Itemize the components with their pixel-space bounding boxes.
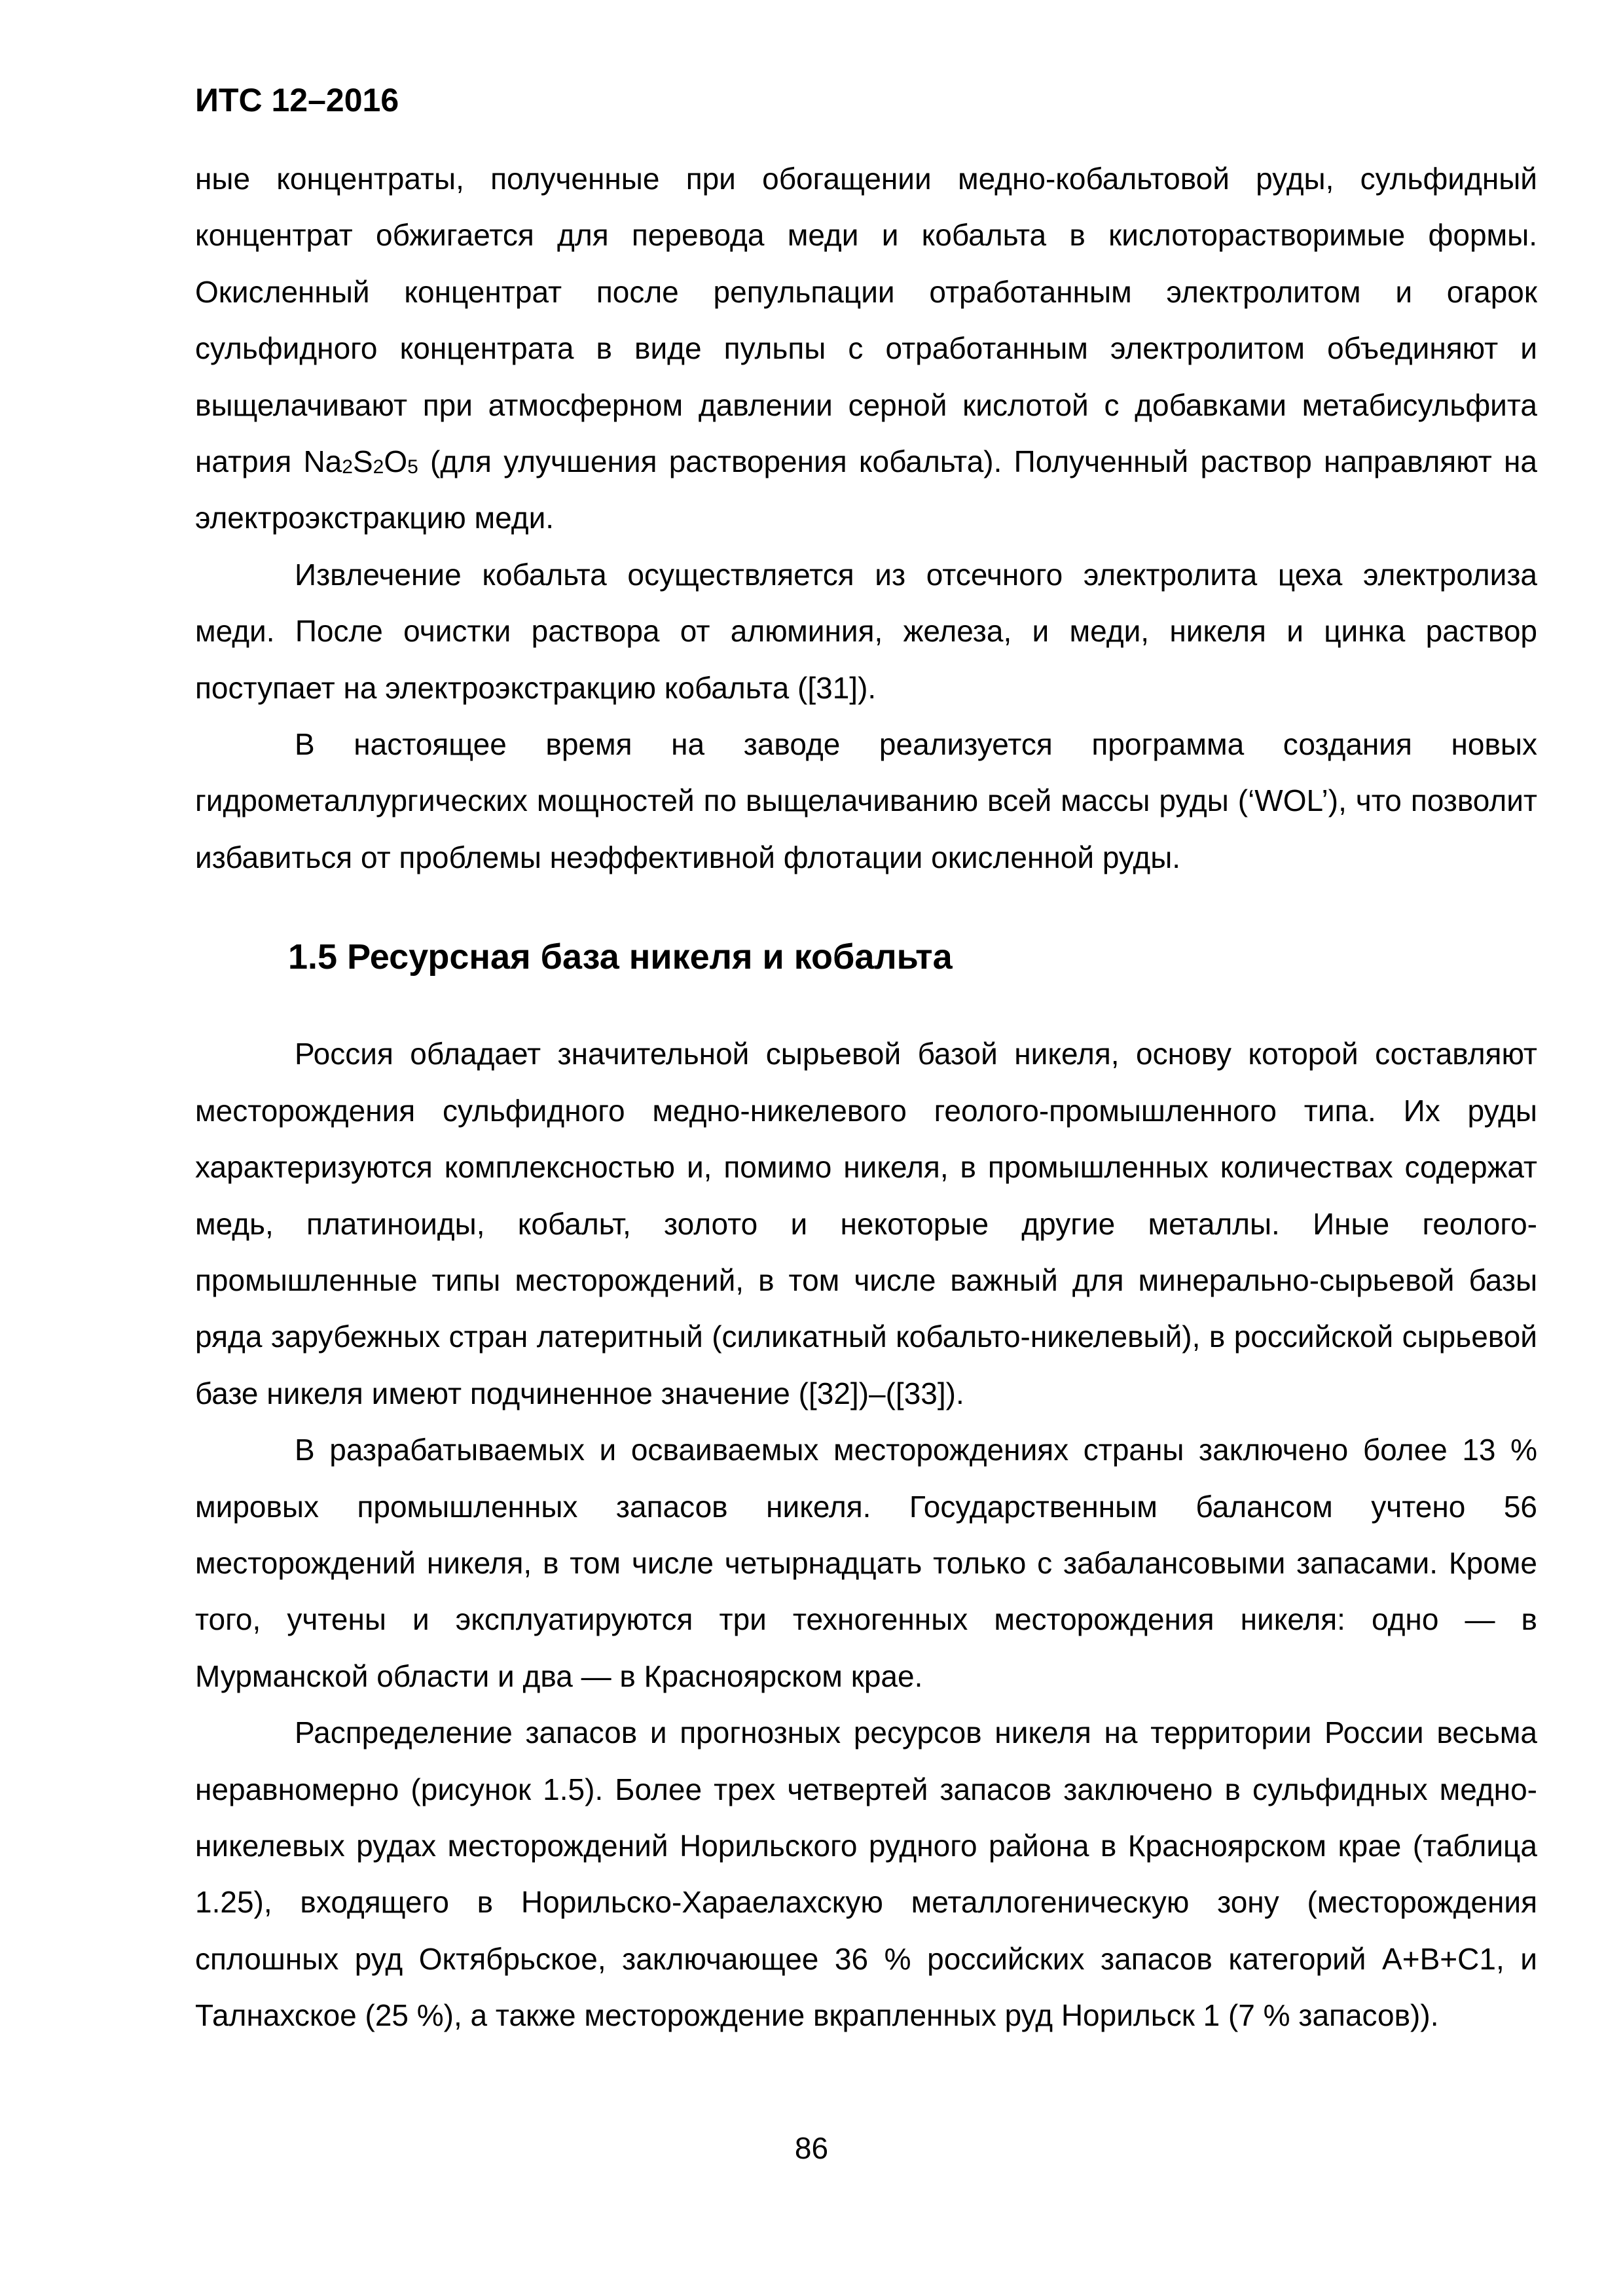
subscript-text: 2 [342,456,353,478]
paragraph-text: В настоящее время на заводе реализуется программа создания новых гидрометаллургических мощностей по выщелачиванию всей массы руды (‘WOL’), что позволит избавиться от проблемы неэффективной флотации окисленной руды. [195,727,1537,874]
paragraph [195,151,1537,547]
section-heading: 1.5 Ресурсная база никеля и кобальта [288,937,953,977]
paragraph [195,716,1537,886]
paragraph-text: Извлечение кобальта осуществляется из отсечного электролита цеха электролиза меди. После очистки раствора от алюминия, железа, и меди, никеля и цинка раствор поступает на электроэкстракцию кобальта ([31]). [195,557,1537,705]
paragraph [195,1026,1537,1422]
subscript-text: 2 [373,456,384,478]
paragraph [195,1422,1537,1704]
paragraph [195,1704,1537,2043]
paragraph-text: В разрабатываемых и осваиваемых месторождениях страны заключено более 13 % мировых промышленных запасов никеля. Государственным балансом учтено 56 месторождений никеля, в том числе четырнадцать только с забалансовыми запасами. Кроме того, учтены и эксплуатируются три техногенных месторождения никеля: одно — в Мурманской области и два — в Красноярском крае. [195,1433,1537,1693]
paragraph [195,547,1537,716]
paragraphs-before-section [195,151,1537,886]
paragraph-text: Распределение запасов и прогнозных ресурсов никеля на территории России весьма неравномерно (рисунок 1.5). Более трех четвертей запасов заключено в сульфидных медно-никелевых рудах месторождений Норильского рудного района в Красноярском крае (таблица 1.25), входящего в Норильско-Хараелахскую металлогеническую зону (месторождения сплошных руд Октябрьское, заключающее 36 % российских запасов категорий А+В+С1, и Талнахское (25 %), а также месторождение вкрапленных руд Норильск 1 (7 % запасов)). [195,1715,1537,2033]
paragraph-text: O [384,444,408,479]
paragraph-text: S [352,444,373,479]
paragraph-text: (для улучшения растворения кобальта). Полученный раствор направляют на электроэкстракцию меди. [195,444,1537,535]
subscript-text: 5 [407,456,418,478]
page-number: 86 [794,2131,829,2165]
paragraph-text: Россия обладает значительной сырьевой базой никеля, основу которой составляют месторождения сульфидного медно-никелевого геолого-промышленного типа. Их руды характеризуются комплексностью и, помимо никеля, в промышленных количествах содержат медь, платиноиды, кобальт, золото и некоторые другие металлы. Иные геолого-промышленные типы месторождений, в том числе важный для минерально-сырьевой базы ряда зарубежных стран латеритный (силикатный кобальто-никелевый), в российской сырьевой базе никеля имеют подчиненное значение ([32])–([33]). [195,1037,1537,1410]
document-body [195,151,1537,2044]
paragraph-text: ные концентраты, полученные при обогащении медно-кобальтовой руды, сульфидный концентрат обжигается для перевода меди и кобальта в кислоторастворимые формы. Окисленный концентрат после репульпации отработанным электролитом и огарок сульфидного концентрата в виде пульпы с отработанным электролитом объединяют и выщелачивают при атмосферном давлении серной кислотой с добавками метабисульфита натрия Na [195,162,1537,479]
document-header: ИТС 12–2016 [195,82,399,118]
paragraphs-after-section [195,1026,1537,2043]
